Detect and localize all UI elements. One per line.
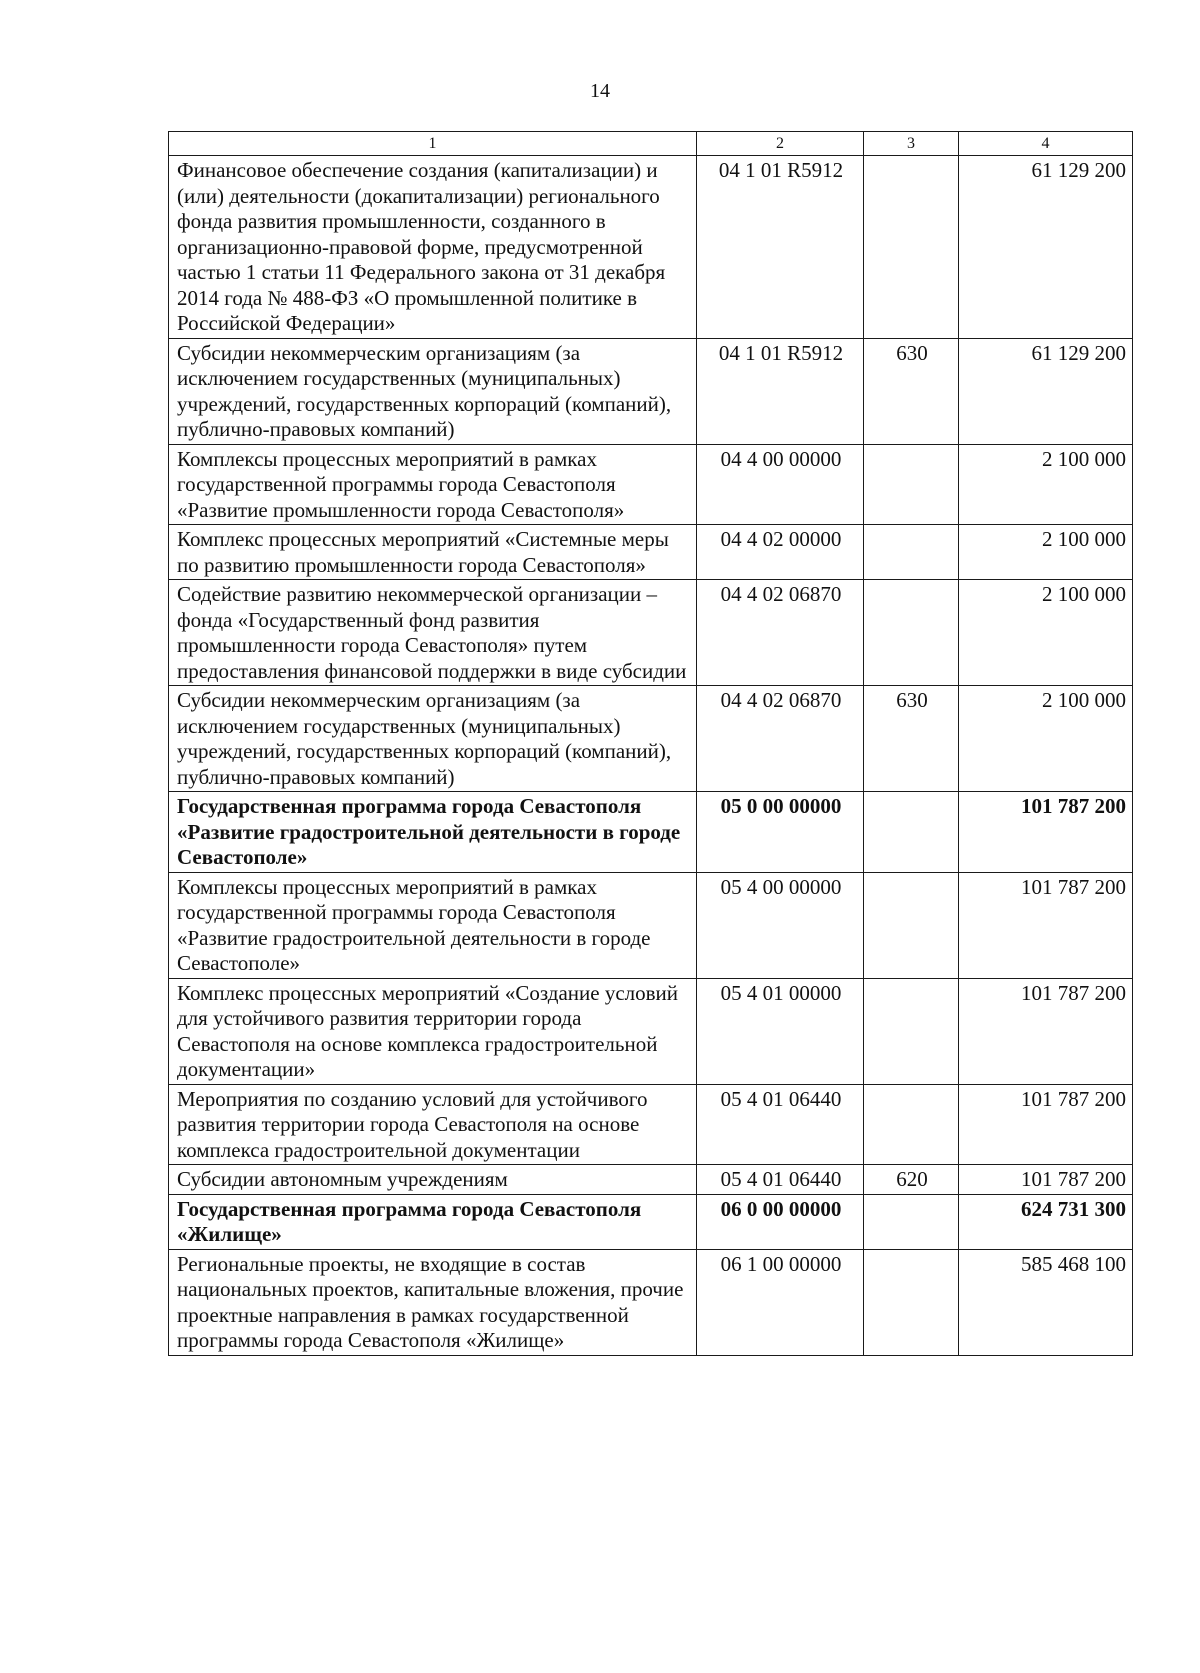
row-expense-type [864, 872, 959, 978]
row-amount: 101 787 200 [959, 1084, 1133, 1165]
row-name: Государственная программа города Севастополя «Жилище» [169, 1194, 697, 1249]
row-code: 04 4 02 00000 [697, 525, 864, 580]
row-code: 05 4 01 00000 [697, 978, 864, 1084]
table-header-row [169, 132, 1133, 156]
row-amount: 2 100 000 [959, 525, 1133, 580]
table-row [169, 1249, 1133, 1355]
row-expense-type: 620 [864, 1165, 959, 1195]
column-header-amount: 4 [959, 132, 1133, 156]
row-name: Субсидии автономным учреждениям [169, 1165, 697, 1195]
row-amount: 2 100 000 [959, 444, 1133, 525]
row-code: 06 1 00 00000 [697, 1249, 864, 1355]
table-body [169, 156, 1133, 1356]
table-row [169, 525, 1133, 580]
row-amount: 61 129 200 [959, 156, 1133, 339]
row-name: Государственная программа города Севастополя «Развитие градостроительной деятельности в городе Севастополе» [169, 792, 697, 873]
row-code: 04 4 02 06870 [697, 580, 864, 686]
row-amount: 2 100 000 [959, 686, 1133, 792]
row-name: Мероприятия по созданию условий для устойчивого развития территории города Севастополя на основе комплекса градостроительной документации [169, 1084, 697, 1165]
row-code: 05 0 00 00000 [697, 792, 864, 873]
row-expense-type [864, 580, 959, 686]
row-code: 05 4 01 06440 [697, 1084, 864, 1165]
row-code: 04 1 01 R5912 [697, 338, 864, 444]
table-row [169, 156, 1133, 339]
column-header-type: 3 [864, 132, 959, 156]
table-row [169, 686, 1133, 792]
row-code: 05 4 00 00000 [697, 872, 864, 978]
row-expense-type [864, 1194, 959, 1249]
row-amount: 101 787 200 [959, 792, 1133, 873]
row-code: 04 4 02 06870 [697, 686, 864, 792]
row-expense-type [864, 978, 959, 1084]
row-name: Содействие развитию некоммерческой организации – фонда «Государственный фонд развития промышленности города Севастополя» путем предоставления финансовой поддержки в виде субсидии [169, 580, 697, 686]
row-amount: 61 129 200 [959, 338, 1133, 444]
row-expense-type [864, 792, 959, 873]
table-row [169, 792, 1133, 873]
row-name: Региональные проекты, не входящие в состав национальных проектов, капитальные вложения, прочие проектные направления в рамках государственной программы города Севастополя «Жилище» [169, 1249, 697, 1355]
row-amount: 624 731 300 [959, 1194, 1133, 1249]
table-row [169, 444, 1133, 525]
table-row [169, 338, 1133, 444]
row-amount: 101 787 200 [959, 872, 1133, 978]
row-code: 04 4 00 00000 [697, 444, 864, 525]
row-expense-type: 630 [864, 686, 959, 792]
row-amount: 101 787 200 [959, 1165, 1133, 1195]
row-name: Комплексы процессных мероприятий в рамках государственной программы города Севастополя «Развитие промышленности города Севастополя» [169, 444, 697, 525]
table-row [169, 978, 1133, 1084]
row-name: Комплекс процессных мероприятий «Системные меры по развитию промышленности города Севастополя» [169, 525, 697, 580]
budget-table [168, 131, 1133, 1356]
row-amount: 585 468 100 [959, 1249, 1133, 1355]
row-name: Субсидии некоммерческим организациям (за исключением государственных (муниципальных) учреждений, государственных корпораций (компаний), публично-правовых компаний) [169, 686, 697, 792]
table-row [169, 580, 1133, 686]
row-expense-type [864, 1249, 959, 1355]
table-row [169, 1165, 1133, 1195]
column-header-name: 1 [169, 132, 697, 156]
table-row [169, 1194, 1133, 1249]
table-row [169, 1084, 1133, 1165]
row-code: 05 4 01 06440 [697, 1165, 864, 1195]
row-code: 04 1 01 R5912 [697, 156, 864, 339]
row-name: Субсидии некоммерческим организациям (за исключением государственных (муниципальных) учреждений, государственных корпораций (компаний), публично-правовых компаний) [169, 338, 697, 444]
row-amount: 2 100 000 [959, 580, 1133, 686]
row-code: 06 0 00 00000 [697, 1194, 864, 1249]
row-name: Финансовое обеспечение создания (капитализации) и (или) деятельности (докапитализации) регионального фонда развития промышленности, созданного в организационно-правовой форме, предусмотренной частью 1 статьи 11 Федерального закона от 31 декабря 2014 года № 488-ФЗ «О промышленной политике в Российской Федерации» [169, 156, 697, 339]
row-expense-type [864, 444, 959, 525]
row-expense-type [864, 1084, 959, 1165]
column-header-code: 2 [697, 132, 864, 156]
row-name: Комплекс процессных мероприятий «Создание условий для устойчивого развития территории города Севастополя на основе комплекса градостроительной документации» [169, 978, 697, 1084]
row-amount: 101 787 200 [959, 978, 1133, 1084]
row-expense-type [864, 156, 959, 339]
row-expense-type: 630 [864, 338, 959, 444]
page-number: 14 [590, 80, 610, 102]
row-expense-type [864, 525, 959, 580]
row-name: Комплексы процессных мероприятий в рамках государственной программы города Севастополя «Развитие градостроительной деятельности в городе Севастополе» [169, 872, 697, 978]
table-row [169, 872, 1133, 978]
